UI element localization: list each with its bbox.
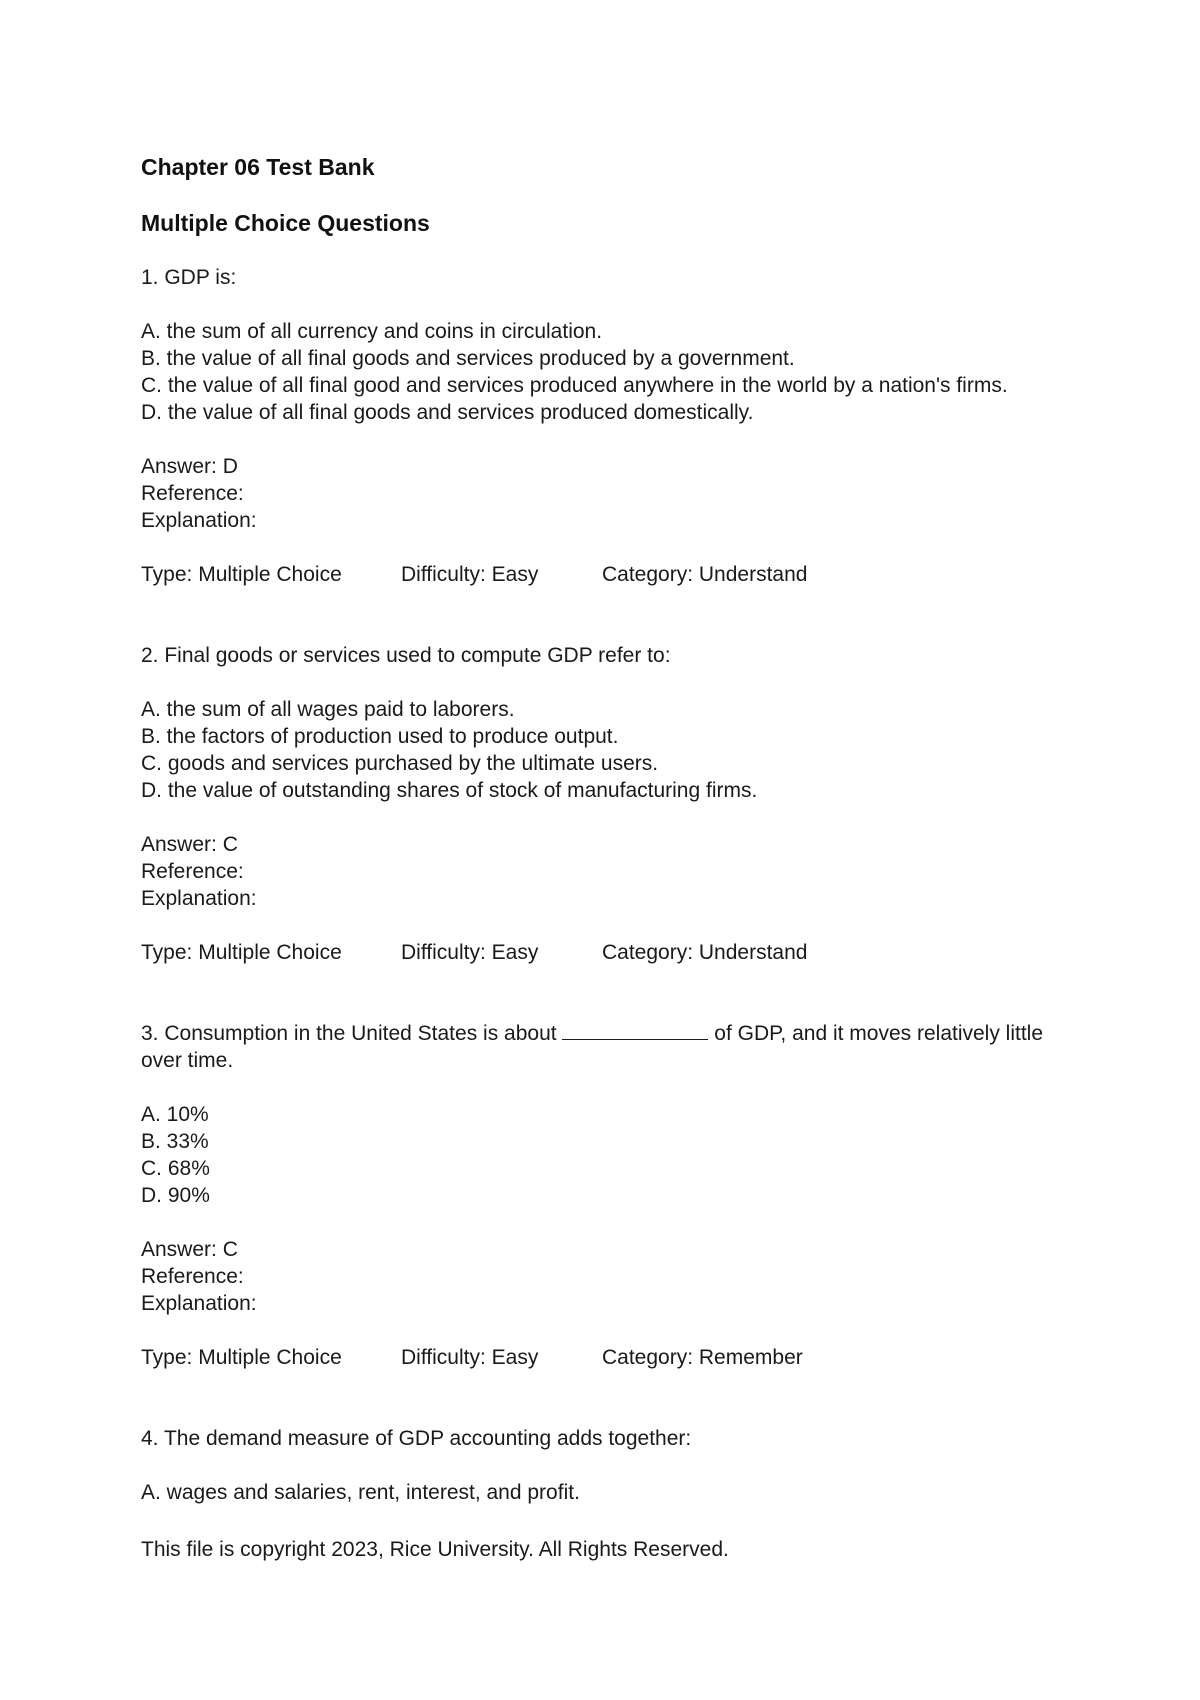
prompt-text-after-blank: of GDP, and it moves relatively little over time. (141, 1022, 1044, 1072)
option-a: A. the sum of all currency and coins in circulation. (141, 320, 603, 343)
document-page (141, 152, 1081, 1563)
question-type: Type: Multiple Choice (141, 941, 342, 964)
option-b: B. the value of all final goods and services produced by a government. (141, 347, 795, 370)
question-prompt: 1. GDP is: (141, 266, 237, 289)
answer-block (141, 831, 1081, 912)
option-b: B. the factors of production used to produce output. (141, 725, 619, 748)
option-b: B. 33% (141, 1130, 209, 1153)
question-4 (141, 1425, 1081, 1506)
answer-line: Answer: D (141, 455, 238, 478)
document-title: Chapter 06 Test Bank (141, 154, 375, 180)
question-2 (141, 642, 1081, 966)
question-type: Type: Multiple Choice (141, 1346, 342, 1369)
question-prompt: 2. Final goods or services used to compute GDP refer to: (141, 644, 671, 667)
question-info-row (141, 939, 1081, 966)
section-title: Multiple Choice Questions (141, 210, 430, 236)
answer-line: Answer: C (141, 1238, 238, 1261)
question-1 (141, 264, 1081, 588)
option-d: D. the value of all final goods and services produced domestically. (141, 401, 754, 424)
question-type: Type: Multiple Choice (141, 563, 342, 586)
answer-options (141, 1101, 1081, 1209)
question-prompt (141, 1020, 1081, 1074)
answer-options (141, 318, 1081, 426)
answer-block (141, 453, 1081, 534)
answer-options (141, 696, 1081, 804)
option-c: C. goods and services purchased by the ultimate users. (141, 752, 659, 775)
reference-line: Reference: (141, 860, 244, 883)
explanation-line: Explanation: (141, 887, 257, 910)
question-category: Category: Understand (602, 563, 808, 586)
copyright-notice: This file is copyright 2023, Rice University. All Rights Reserved. (141, 1538, 729, 1561)
option-c: C. 68% (141, 1157, 210, 1180)
question-category: Category: Understand (602, 941, 808, 964)
answer-block (141, 1236, 1081, 1317)
fill-in-blank (562, 1020, 708, 1040)
question-3 (141, 1020, 1081, 1371)
explanation-line: Explanation: (141, 509, 257, 532)
question-prompt: 4. The demand measure of GDP accounting adds together: (141, 1427, 692, 1450)
option-d: D. 90% (141, 1184, 210, 1207)
question-difficulty: Difficulty: Easy (401, 941, 539, 964)
question-category: Category: Remember (602, 1346, 803, 1369)
option-c: C. the value of all final good and services produced anywhere in the world by a nation's firms. (141, 374, 1008, 397)
answer-line: Answer: C (141, 833, 238, 856)
option-d: D. the value of outstanding shares of stock of manufacturing firms. (141, 779, 758, 802)
option-a: A. wages and salaries, rent, interest, and profit. (141, 1481, 580, 1504)
option-a: A. the sum of all wages paid to laborers. (141, 698, 515, 721)
question-difficulty: Difficulty: Easy (401, 1346, 539, 1369)
explanation-line: Explanation: (141, 1292, 257, 1315)
question-info-row (141, 1344, 1081, 1371)
question-difficulty: Difficulty: Easy (401, 563, 539, 586)
question-info-row (141, 561, 1081, 588)
reference-line: Reference: (141, 1265, 244, 1288)
reference-line: Reference: (141, 482, 244, 505)
prompt-text-before-blank: 3. Consumption in the United States is about (141, 1022, 557, 1045)
answer-options (141, 1479, 1081, 1506)
option-a: A. 10% (141, 1103, 209, 1126)
